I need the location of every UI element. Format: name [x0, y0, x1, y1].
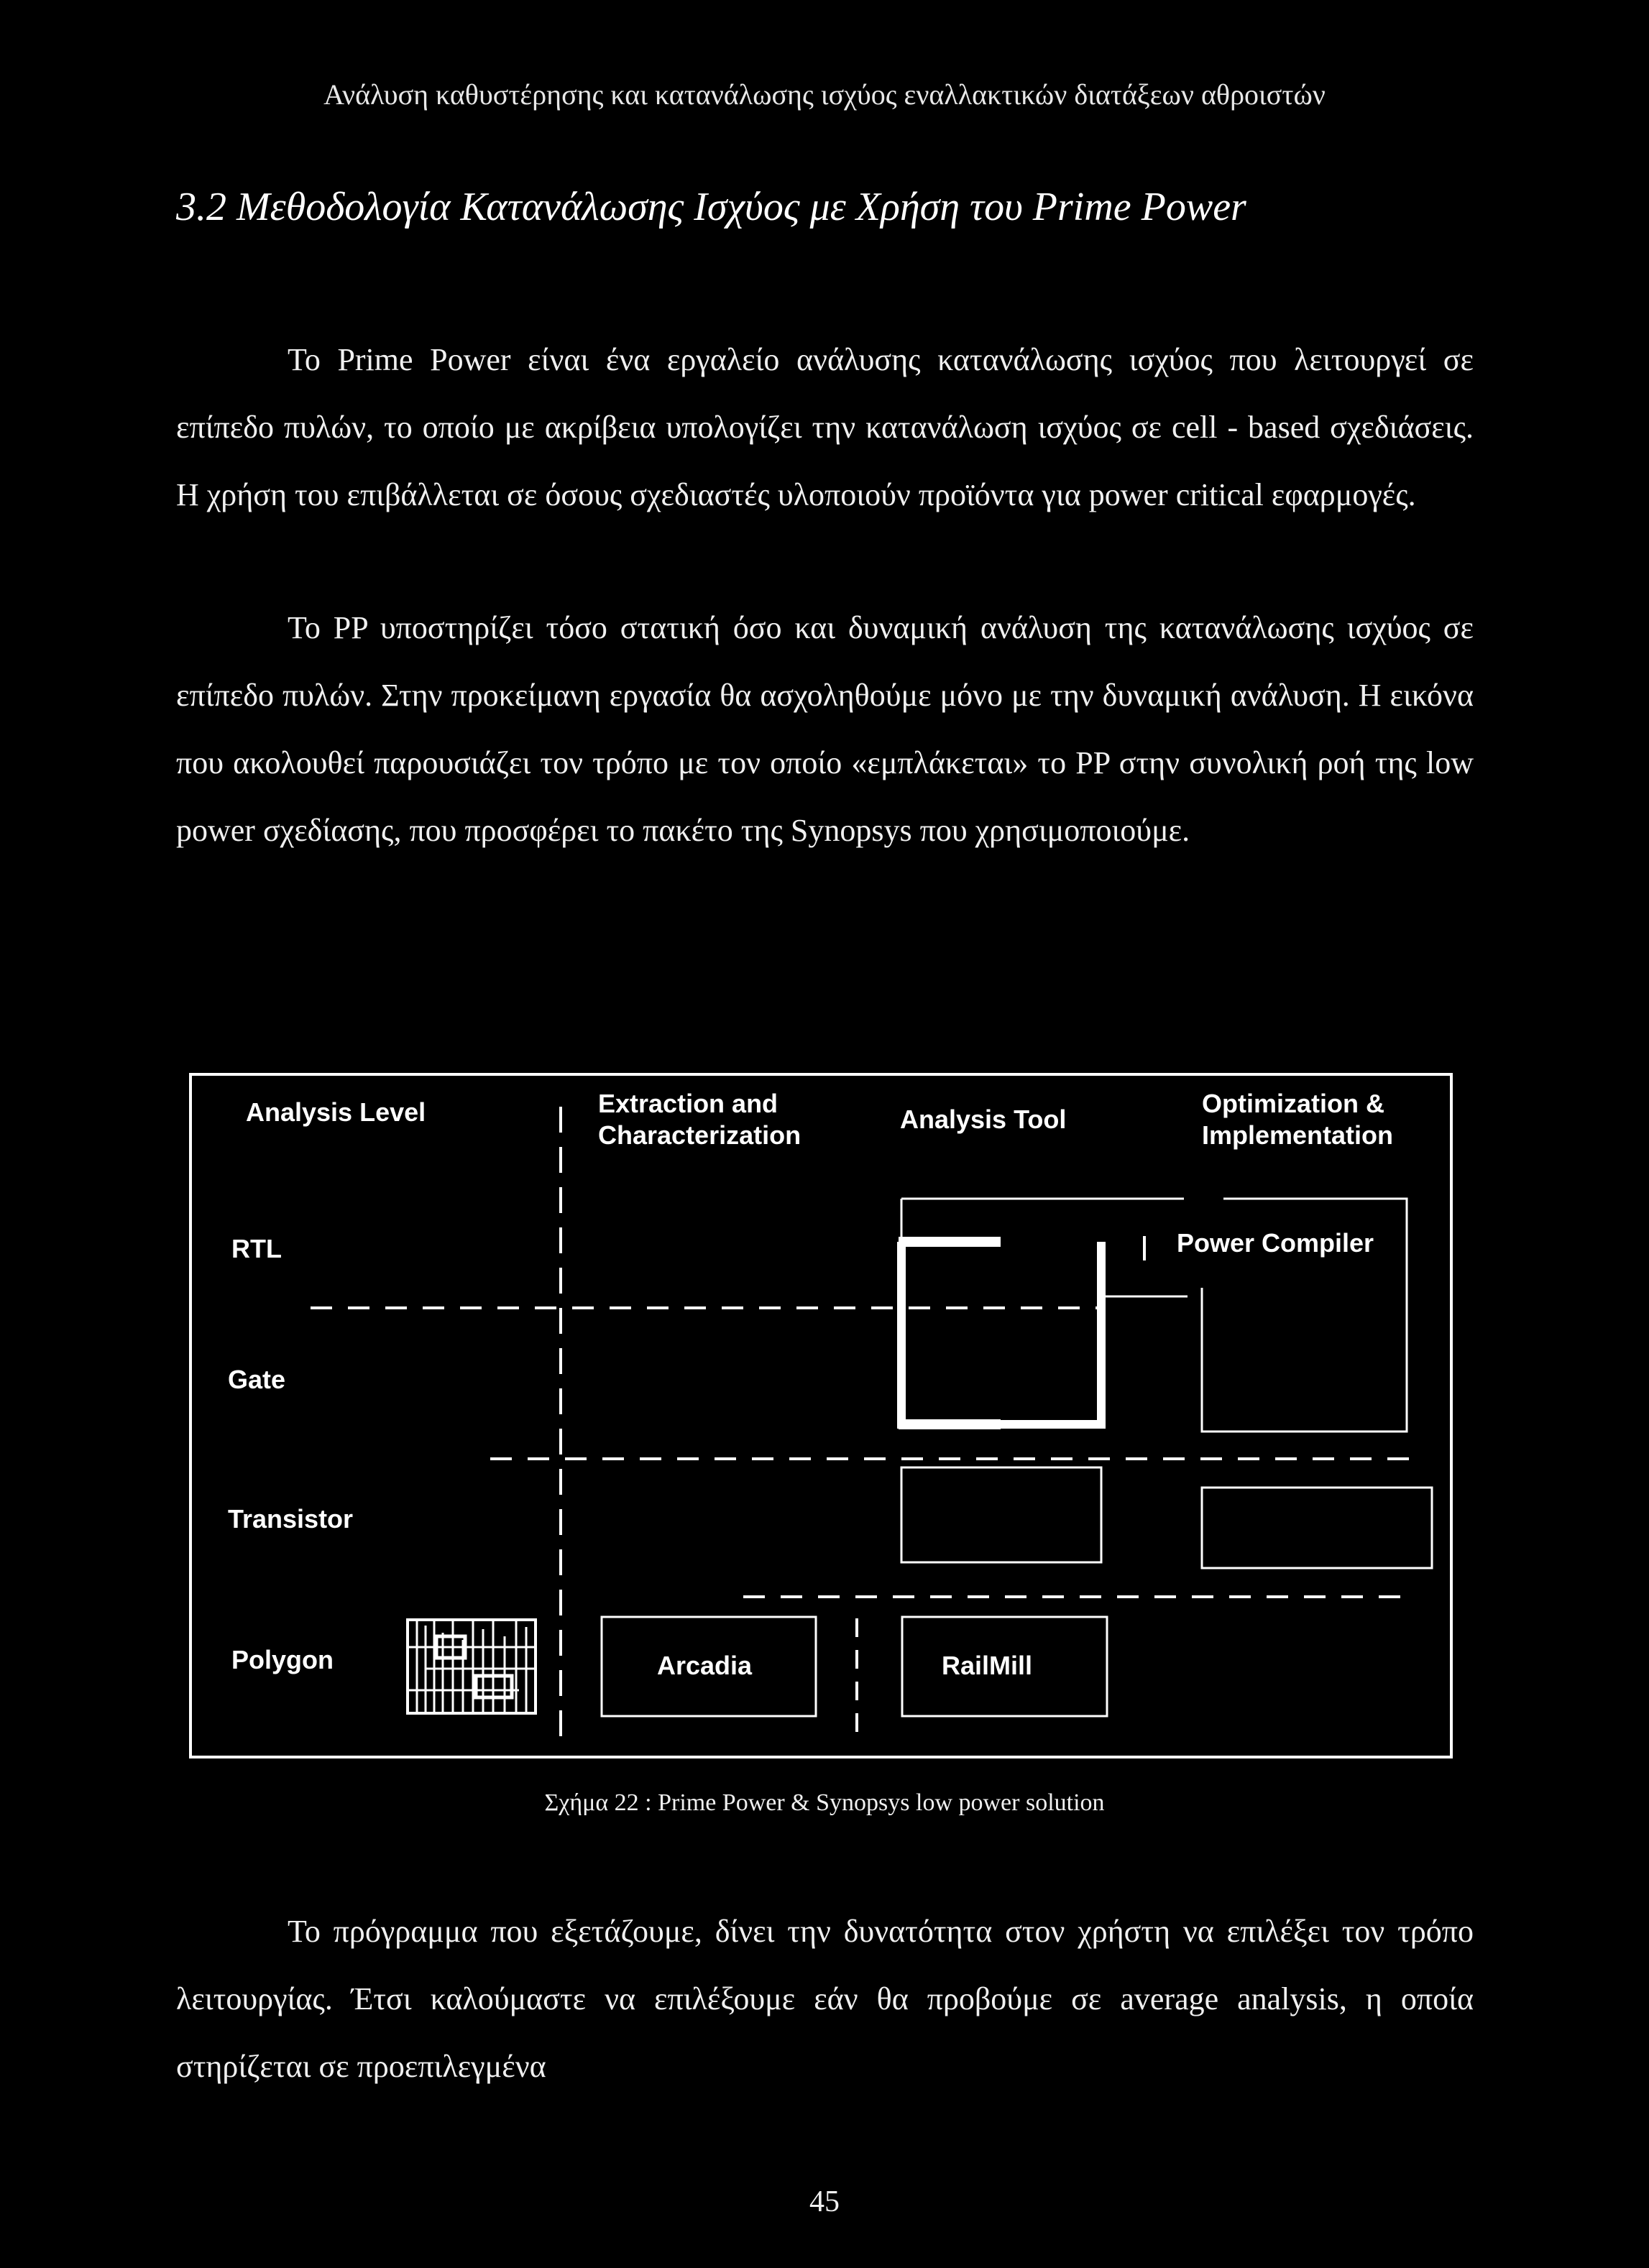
tool-power-compiler: Power Compiler: [1177, 1228, 1374, 1258]
paragraph-3: Το πρόγραμμα που εξετάζουμε, δίνει την δυνατότητα στον χρήστη να επιλέξει τον τρόπο λειτουργίας. Έτσι καλούμαστε να επιλέξουμε εάν θα προβούμε σε average analysis, η οποία στηρίζεται σε προεπιλεγμένα: [176, 1914, 1474, 2084]
figure-caption: Σχήμα 22 : Prime Power & Synopsys low power solution: [544, 1789, 1105, 1816]
column-extraction-line2: Characterization: [598, 1120, 801, 1150]
paragraph-1: Το Prime Power είναι ένα εργαλείο ανάλυσης κατανάλωσης ισχύος που λειτουργεί σε επίπεδο πυλών, το οποίο με ακρίβεια υπολογίζει την κατανάλωση ισχύος σε cell - based σχεδιάσεις. Η χρήση του επιβάλλεται σε όσους σχεδιαστές υλοποιούν προϊόντα για power critical εφαρμογές.: [176, 342, 1474, 512]
prime-power-block: [901, 1242, 1101, 1424]
column-extraction-line1: Extraction and: [598, 1089, 778, 1118]
transistor-tool-box: [901, 1467, 1101, 1562]
page-number: 45: [809, 2185, 840, 2218]
column-analysis-tool: Analysis Tool: [900, 1105, 1067, 1134]
transistor-optimization-box: [1202, 1488, 1432, 1568]
figure-svg: [188, 1072, 1453, 1761]
polygon-layout-icon: [408, 1620, 536, 1713]
level-gate: Gate: [228, 1365, 286, 1394]
column-optimization-line1: Optimization &: [1202, 1089, 1384, 1118]
level-polygon: Polygon: [231, 1645, 334, 1674]
section-title: 3.2 Μεθοδολογία Κατανάλωσης Ισχύος με Χρήση του Prime Power: [176, 185, 1246, 229]
level-transistor: Transistor: [228, 1504, 354, 1534]
low-power-flow-figure: [188, 1072, 1453, 1761]
running-header: Ανάλυση καθυστέρησης και κατανάλωσης ισχύος εναλλακτικών διατάξεων αθροιστών: [323, 78, 1326, 111]
tool-railmill: RailMill: [942, 1651, 1033, 1680]
figure-frame: [190, 1074, 1451, 1757]
column-optimization-line2: Implementation: [1202, 1120, 1394, 1150]
level-rtl: RTL: [231, 1234, 282, 1263]
column-analysis-level: Analysis Level: [246, 1097, 426, 1127]
paragraph-2: Το PP υποστηρίζει τόσο στατική όσο και δυναμική ανάλυση της κατανάλωσης ισχύος σε επίπεδο πυλών. Στην προκείμανη εργασία θα ασχοληθούμε μόνο με την δυναμική ανάλυση. Η εικόνα που ακολουθεί παρουσιάζει τον τρόπο με τον οποίο «εμπλάκεται» το PP στην συνολική ροή της low power σχεδίασης, που προσφέρει το πακέτο της Synopsys που χρησιμοποιούμε.: [176, 610, 1474, 848]
tool-arcadia: Arcadia: [657, 1651, 753, 1680]
